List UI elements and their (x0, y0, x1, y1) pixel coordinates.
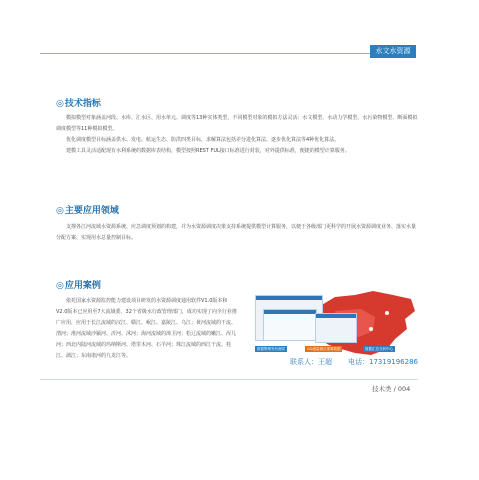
footer-rule (40, 379, 418, 380)
contact-phone: 电话：17319196286 (348, 358, 418, 366)
case-label: 数据整理发布测试 (257, 347, 285, 351)
circle-bullet-icon: ◎ (56, 99, 64, 109)
contact-info (290, 357, 434, 367)
case-label: GQ流量测点重要数据 (307, 347, 341, 351)
section-title-cases: ◎应用案例 (56, 281, 101, 291)
cases-body (56, 296, 238, 362)
specs-body (56, 113, 418, 157)
cases-paragraph: 依托国家水资源监控能力建设项目研发的水资源调度通用软件V1.0版本和V2.0版本已应用至7大流域委、32个省级水行政管理部门，成功实现了向全行业推广应用，应用于长江流域的汉江、赣江、岷江、嘉陵江、乌江；黄河流域的干流、渭河；淮河流域沙颍河、沂河、沭河；海河流域的漳卫河；松辽流域的嫩江、浑儿河；西北内陆河流域的玛纳斯河、塔里木河、石羊河；珠江流域的西江干流、桂江、漓江；东南诸河的九龙江等。 (56, 298, 237, 359)
specs-paragraph: 模拟模型对象涵盖河段、水库、汇水区、用水单元、调度等13种实体类型，不同模型对象的模拟方法灵活：水文模型、水动力学模型、水污染物模型、断面模拟调度模型等11种模拟模型。 (56, 115, 418, 132)
case-label: 数据汇总分析中心 (365, 347, 393, 351)
software-screenshot (263, 309, 317, 341)
page-footer: 技术类 / 004 (372, 385, 411, 393)
circle-bullet-icon: ◎ (56, 206, 64, 216)
category-tab: 水文水资源 (370, 45, 416, 58)
section-title-applications: ◎主要应用领域 (56, 206, 119, 216)
case-illustration (255, 289, 418, 365)
applications-body (56, 222, 418, 244)
header-rule (40, 53, 412, 54)
specs-paragraph: 优化调度模型目标涵盖供水、发电、航运生态、防洪四类目标，求解算法包括差分进化算法、逐步优化算法等4种优化算法。 (66, 137, 340, 143)
contact-person: 联系人：王超 (290, 358, 332, 366)
specs-paragraph: 建模工具灵活适配现有水利系统的数据库表结构，模型按照REST FUL接口标准进行封装，对外提供标准，便捷的模型计算服务。 (66, 148, 350, 154)
applications-paragraph: 支撑各江河流域水资源系统、应急调度预划的构建，并为水资源调度决策支持系统提供模型计算服务，以便于各级部门更科学的开展水资源调度业务、落实水量分配方案、实现用水总量控制目标。 (56, 224, 417, 241)
software-screenshot (315, 313, 357, 343)
circle-bullet-icon: ◎ (56, 281, 64, 291)
section-title-specs: ◎技术指标 (56, 99, 101, 109)
